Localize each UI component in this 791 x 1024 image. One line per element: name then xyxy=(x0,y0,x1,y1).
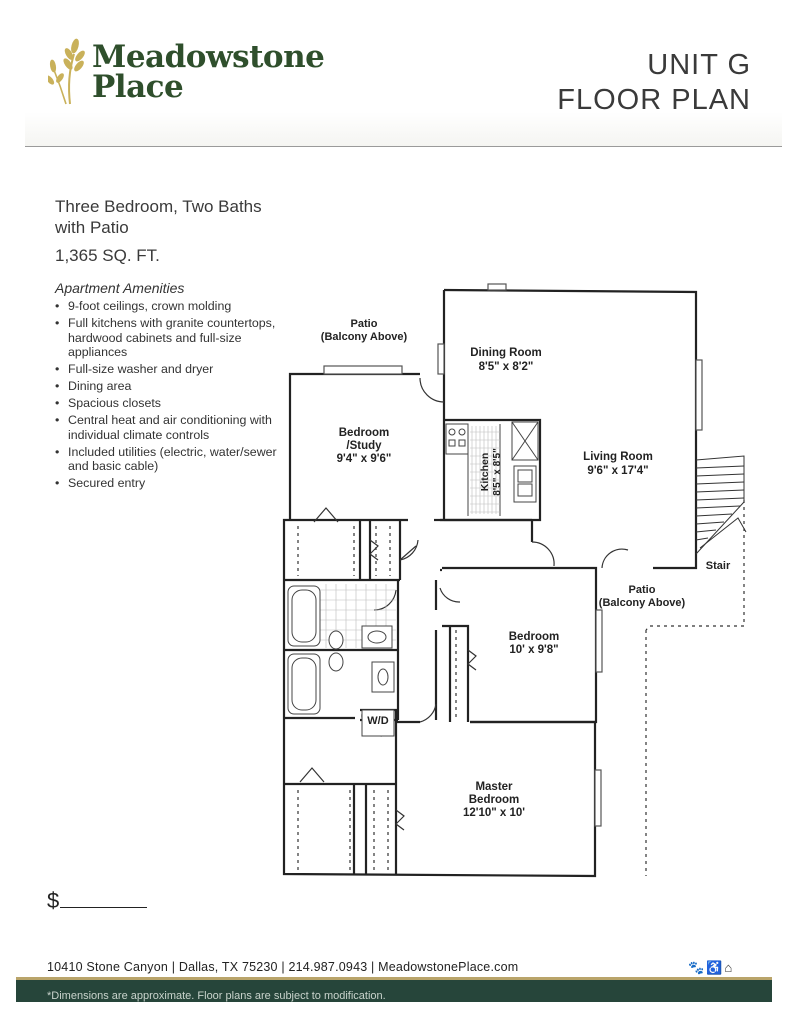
brand-line-2: Place xyxy=(92,69,184,105)
bedroom-dims: 10' x 9'8" xyxy=(509,644,559,656)
bedroom-study-label-2: /Study xyxy=(346,440,382,452)
bedroom-study-dims: 9'4" x 9'6" xyxy=(336,453,392,465)
price-blank-line xyxy=(60,907,147,908)
amenity-item: • Dining area xyxy=(55,379,280,394)
amenity-item: • Full kitchens with granite countertops, hardwood cabinets and full-size appliances xyxy=(55,316,280,360)
square-footage: 1,365 SQ. FT. xyxy=(55,246,160,265)
amenity-item: • Spacious closets xyxy=(55,396,280,411)
patio-right-balcony-label: (Balcony Above) xyxy=(598,597,686,609)
unit-name: UNIT G xyxy=(647,49,751,81)
master-bedroom-dims: 12'10" x 10' xyxy=(462,807,526,819)
footer-disclaimer: *Dimensions are approximate. Floor plans are subject to modification. xyxy=(47,990,386,1002)
dining-room-dims: 8'5" x 8'2" xyxy=(478,361,534,373)
header-divider xyxy=(25,146,782,147)
kitchen-label: Kitchen xyxy=(479,452,491,492)
amenities-heading: Apartment Amenities xyxy=(55,280,185,296)
brand-line-1: Meadowstone xyxy=(92,39,325,75)
patio-top-balcony-label: (Balcony Above) xyxy=(320,331,408,343)
dining-room-label: Dining Room xyxy=(470,347,542,359)
accessible-icon: ♿ xyxy=(706,960,725,975)
patio-top-label: Patio xyxy=(350,318,378,330)
pet-paw-icon: 🐾 xyxy=(688,960,707,975)
washer-dryer-label: W/D xyxy=(367,715,389,727)
unit-title xyxy=(557,48,751,118)
wheat-logo-icon xyxy=(48,36,94,106)
floor-plan-drawing xyxy=(270,270,790,890)
brand-logo xyxy=(48,36,325,106)
amenities-list xyxy=(55,299,280,493)
amenity-item: • Full-size washer and dryer xyxy=(55,362,280,377)
amenity-item: • Secured entry xyxy=(55,476,280,491)
kitchen-dims: 8'5" x 8'5" xyxy=(492,448,503,496)
amenity-item: • Included utilities (electric, water/sewer and basic cable) xyxy=(55,445,280,474)
master-bedroom-label: Master xyxy=(475,781,513,793)
floor-plan-label: FLOOR PLAN xyxy=(557,84,751,116)
unit-description-line-2: with Patio xyxy=(55,218,129,237)
bedroom-label: Bedroom xyxy=(508,631,560,643)
patio-right-label: Patio xyxy=(628,584,656,596)
amenity-item: • Central heat and air conditioning with individual climate controls xyxy=(55,413,280,442)
living-room-label: Living Room xyxy=(583,451,653,463)
footer-contact: 10410 Stone Canyon | Dallas, TX 75230 | 214.987.0943 | MeadowstonePlace.com xyxy=(47,960,519,974)
stair-label: Stair xyxy=(705,560,731,572)
unit-description xyxy=(55,196,262,238)
equal-housing-icon: ⌂ xyxy=(724,960,735,975)
price-symbol: $ xyxy=(47,888,60,913)
brand-name xyxy=(92,39,325,105)
living-room-dims: 9'6" x 17'4" xyxy=(587,465,649,477)
amenity-item: • 9-foot ceilings, crown molding xyxy=(55,299,280,314)
bedroom-study-label: Bedroom xyxy=(338,427,390,439)
master-bedroom-label-2: Bedroom xyxy=(468,794,520,806)
unit-description-line-1: Three Bedroom, Two Baths xyxy=(55,197,262,216)
footer-icons xyxy=(688,960,734,976)
